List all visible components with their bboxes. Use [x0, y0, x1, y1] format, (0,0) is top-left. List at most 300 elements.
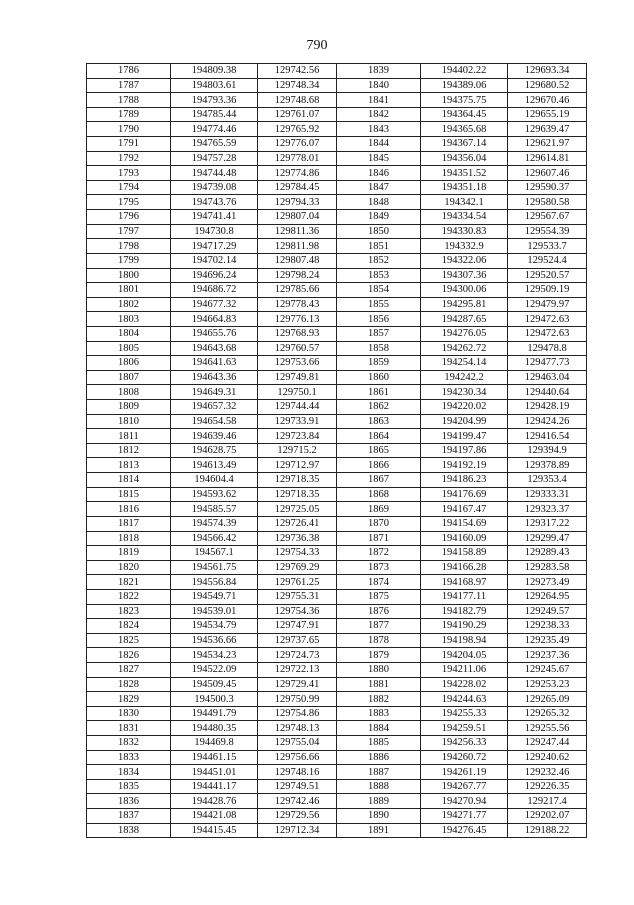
y-coordinate-left: 129807.04	[258, 210, 337, 225]
x-coordinate-right: 194342.1	[421, 195, 508, 210]
table-row	[87, 662, 587, 677]
table-row	[87, 312, 587, 327]
x-coordinate-left: 194556.84	[171, 575, 258, 590]
table-row	[87, 429, 587, 444]
y-coordinate-left: 129753.66	[258, 356, 337, 371]
y-coordinate-right: 129353.4	[508, 473, 587, 488]
x-coordinate-left: 194500.3	[171, 692, 258, 707]
y-coordinate-right: 129607.46	[508, 166, 587, 181]
y-coordinate-right: 129580.58	[508, 195, 587, 210]
point-number-left: 1822	[87, 589, 171, 604]
x-coordinate-left: 194641.63	[171, 356, 258, 371]
y-coordinate-left: 129807.48	[258, 253, 337, 268]
y-coordinate-right: 129188.22	[508, 823, 587, 838]
point-number-right: 1870	[337, 516, 421, 531]
x-coordinate-right: 194211.06	[421, 662, 508, 677]
point-number-left: 1837	[87, 809, 171, 824]
point-number-right: 1889	[337, 794, 421, 809]
x-coordinate-left: 194765.59	[171, 137, 258, 152]
y-coordinate-left: 129798.24	[258, 268, 337, 283]
point-number-left: 1833	[87, 750, 171, 765]
point-number-right: 1853	[337, 268, 421, 283]
table-row	[87, 458, 587, 473]
table-row	[87, 151, 587, 166]
table-row	[87, 809, 587, 824]
x-coordinate-left: 194793.36	[171, 93, 258, 108]
y-coordinate-right: 129226.35	[508, 779, 587, 794]
y-coordinate-left: 129750.99	[258, 692, 337, 707]
point-number-right: 1847	[337, 180, 421, 195]
table-row	[87, 341, 587, 356]
x-coordinate-left: 194469.8	[171, 736, 258, 751]
x-coordinate-left: 194803.61	[171, 78, 258, 93]
coordinates-table-body	[87, 64, 587, 838]
x-coordinate-right: 194262.72	[421, 341, 508, 356]
point-number-left: 1818	[87, 531, 171, 546]
x-coordinate-left: 194649.31	[171, 385, 258, 400]
x-coordinate-right: 194375.75	[421, 93, 508, 108]
y-coordinate-left: 129765.92	[258, 122, 337, 137]
y-coordinate-right: 129255.56	[508, 721, 587, 736]
table-row	[87, 385, 587, 400]
y-coordinate-left: 129712.34	[258, 823, 337, 838]
point-number-right: 1840	[337, 78, 421, 93]
point-number-right: 1878	[337, 633, 421, 648]
x-coordinate-left: 194743.76	[171, 195, 258, 210]
y-coordinate-left: 129776.07	[258, 137, 337, 152]
y-coordinate-right: 129264.95	[508, 589, 587, 604]
x-coordinate-right: 194389.06	[421, 78, 508, 93]
y-coordinate-left: 129744.44	[258, 400, 337, 415]
table-row	[87, 619, 587, 634]
table-row	[87, 400, 587, 415]
y-coordinate-right: 129247.44	[508, 736, 587, 751]
y-coordinate-left: 129774.86	[258, 166, 337, 181]
x-coordinate-right: 194276.45	[421, 823, 508, 838]
point-number-left: 1811	[87, 429, 171, 444]
y-coordinate-left: 129769.29	[258, 560, 337, 575]
x-coordinate-right: 194230.34	[421, 385, 508, 400]
x-coordinate-left: 194415.45	[171, 823, 258, 838]
y-coordinate-left: 129784.45	[258, 180, 337, 195]
point-number-right: 1848	[337, 195, 421, 210]
point-number-right: 1865	[337, 443, 421, 458]
point-number-right: 1839	[337, 64, 421, 79]
point-number-left: 1807	[87, 370, 171, 385]
x-coordinate-right: 194182.79	[421, 604, 508, 619]
y-coordinate-right: 129479.97	[508, 297, 587, 312]
point-number-left: 1808	[87, 385, 171, 400]
x-coordinate-right: 194204.05	[421, 648, 508, 663]
y-coordinate-left: 129776.13	[258, 312, 337, 327]
y-coordinate-left: 129724.73	[258, 648, 337, 663]
point-number-right: 1869	[337, 502, 421, 517]
y-coordinate-left: 129768.93	[258, 326, 337, 341]
table-row	[87, 692, 587, 707]
x-coordinate-right: 194190.29	[421, 619, 508, 634]
table-row	[87, 502, 587, 517]
point-number-left: 1788	[87, 93, 171, 108]
table-row	[87, 195, 587, 210]
y-coordinate-right: 129567.67	[508, 210, 587, 225]
point-number-right: 1880	[337, 662, 421, 677]
y-coordinate-left: 129754.36	[258, 604, 337, 619]
x-coordinate-left: 194686.72	[171, 283, 258, 298]
x-coordinate-left: 194539.01	[171, 604, 258, 619]
y-coordinate-right: 129477.73	[508, 356, 587, 371]
point-number-left: 1806	[87, 356, 171, 371]
x-coordinate-right: 194295.81	[421, 297, 508, 312]
point-number-left: 1827	[87, 662, 171, 677]
y-coordinate-left: 129755.04	[258, 736, 337, 751]
y-coordinate-left: 129754.33	[258, 546, 337, 561]
point-number-left: 1795	[87, 195, 171, 210]
point-number-right: 1841	[337, 93, 421, 108]
point-number-left: 1815	[87, 487, 171, 502]
x-coordinate-left: 194441.17	[171, 779, 258, 794]
x-coordinate-right: 194255.33	[421, 706, 508, 721]
y-coordinate-right: 129424.26	[508, 414, 587, 429]
y-coordinate-left: 129754.86	[258, 706, 337, 721]
x-coordinate-left: 194461.15	[171, 750, 258, 765]
x-coordinate-right: 194364.45	[421, 107, 508, 122]
point-number-left: 1835	[87, 779, 171, 794]
point-number-left: 1810	[87, 414, 171, 429]
x-coordinate-right: 194367.14	[421, 137, 508, 152]
point-number-right: 1868	[337, 487, 421, 502]
point-number-right: 1876	[337, 604, 421, 619]
x-coordinate-left: 194757.28	[171, 151, 258, 166]
page-number: 790	[306, 38, 328, 53]
point-number-left: 1824	[87, 619, 171, 634]
x-coordinate-left: 194522.09	[171, 662, 258, 677]
table-row	[87, 750, 587, 765]
table-row	[87, 180, 587, 195]
y-coordinate-left: 129748.13	[258, 721, 337, 736]
x-coordinate-right: 194351.18	[421, 180, 508, 195]
x-coordinate-left: 194657.32	[171, 400, 258, 415]
x-coordinate-right: 194204.99	[421, 414, 508, 429]
point-number-left: 1792	[87, 151, 171, 166]
y-coordinate-left: 129748.34	[258, 78, 337, 93]
x-coordinate-left: 194574.39	[171, 516, 258, 531]
table-row	[87, 283, 587, 298]
table-row	[87, 137, 587, 152]
point-number-right: 1843	[337, 122, 421, 137]
y-coordinate-right: 129283.58	[508, 560, 587, 575]
point-number-left: 1790	[87, 122, 171, 137]
table-row	[87, 78, 587, 93]
table-row	[87, 794, 587, 809]
x-coordinate-right: 194330.83	[421, 224, 508, 239]
point-number-right: 1887	[337, 765, 421, 780]
y-coordinate-right: 129394.9	[508, 443, 587, 458]
y-coordinate-right: 129554.39	[508, 224, 587, 239]
x-coordinate-left: 194428.76	[171, 794, 258, 809]
x-coordinate-left: 194604.4	[171, 473, 258, 488]
table-row	[87, 779, 587, 794]
point-number-right: 1874	[337, 575, 421, 590]
y-coordinate-left: 129748.16	[258, 765, 337, 780]
table-row	[87, 253, 587, 268]
x-coordinate-right: 194365.68	[421, 122, 508, 137]
table-row	[87, 736, 587, 751]
x-coordinate-left: 194809.38	[171, 64, 258, 79]
point-number-right: 1879	[337, 648, 421, 663]
x-coordinate-left: 194491.79	[171, 706, 258, 721]
y-coordinate-left: 129778.43	[258, 297, 337, 312]
table-row	[87, 604, 587, 619]
x-coordinate-left: 194739.08	[171, 180, 258, 195]
y-coordinate-right: 129323.37	[508, 502, 587, 517]
x-coordinate-right: 194242.2	[421, 370, 508, 385]
x-coordinate-right: 194166.28	[421, 560, 508, 575]
table-row	[87, 589, 587, 604]
point-number-left: 1802	[87, 297, 171, 312]
x-coordinate-right: 194176.69	[421, 487, 508, 502]
point-number-right: 1849	[337, 210, 421, 225]
x-coordinate-right: 194197.86	[421, 443, 508, 458]
x-coordinate-right: 194244.63	[421, 692, 508, 707]
point-number-left: 1791	[87, 137, 171, 152]
table-row	[87, 633, 587, 648]
x-coordinate-right: 194186.23	[421, 473, 508, 488]
point-number-left: 1819	[87, 546, 171, 561]
y-coordinate-left: 129811.98	[258, 239, 337, 254]
y-coordinate-right: 129265.09	[508, 692, 587, 707]
x-coordinate-left: 194664.83	[171, 312, 258, 327]
table-row	[87, 473, 587, 488]
point-number-left: 1820	[87, 560, 171, 575]
table-row	[87, 516, 587, 531]
point-number-left: 1838	[87, 823, 171, 838]
x-coordinate-right: 194177.11	[421, 589, 508, 604]
y-coordinate-right: 129232.46	[508, 765, 587, 780]
y-coordinate-right: 129253.23	[508, 677, 587, 692]
point-number-left: 1793	[87, 166, 171, 181]
point-number-right: 1855	[337, 297, 421, 312]
y-coordinate-left: 129718.35	[258, 473, 337, 488]
x-coordinate-right: 194259.51	[421, 721, 508, 736]
point-number-left: 1799	[87, 253, 171, 268]
x-coordinate-right: 194356.04	[421, 151, 508, 166]
table-row	[87, 765, 587, 780]
y-coordinate-right: 129237.36	[508, 648, 587, 663]
point-number-left: 1786	[87, 64, 171, 79]
x-coordinate-right: 194158.89	[421, 546, 508, 561]
point-number-left: 1823	[87, 604, 171, 619]
table-row	[87, 268, 587, 283]
x-coordinate-left: 194730.8	[171, 224, 258, 239]
table-row	[87, 531, 587, 546]
point-number-left: 1805	[87, 341, 171, 356]
y-coordinate-left: 129747.91	[258, 619, 337, 634]
x-coordinate-left: 194480.35	[171, 721, 258, 736]
table-row	[87, 356, 587, 371]
y-coordinate-right: 129238.33	[508, 619, 587, 634]
y-coordinate-right: 129235.49	[508, 633, 587, 648]
y-coordinate-right: 129463.04	[508, 370, 587, 385]
y-coordinate-right: 129217.4	[508, 794, 587, 809]
y-coordinate-right: 129333.31	[508, 487, 587, 502]
coordinates-table	[86, 63, 587, 838]
point-number-right: 1852	[337, 253, 421, 268]
x-coordinate-left: 194628.75	[171, 443, 258, 458]
y-coordinate-left: 129761.25	[258, 575, 337, 590]
x-coordinate-left: 194585.57	[171, 502, 258, 517]
point-number-left: 1816	[87, 502, 171, 517]
y-coordinate-left: 129715.2	[258, 443, 337, 458]
table-row	[87, 224, 587, 239]
y-coordinate-right: 129509.19	[508, 283, 587, 298]
point-number-right: 1890	[337, 809, 421, 824]
point-number-right: 1864	[337, 429, 421, 444]
y-coordinate-right: 129639.47	[508, 122, 587, 137]
y-coordinate-left: 129729.41	[258, 677, 337, 692]
x-coordinate-right: 194256.33	[421, 736, 508, 751]
y-coordinate-right: 129240.62	[508, 750, 587, 765]
table-row	[87, 546, 587, 561]
point-number-left: 1813	[87, 458, 171, 473]
point-number-right: 1859	[337, 356, 421, 371]
table-row	[87, 414, 587, 429]
y-coordinate-right: 129533.7	[508, 239, 587, 254]
y-coordinate-right: 129670.46	[508, 93, 587, 108]
y-coordinate-right: 129693.34	[508, 64, 587, 79]
point-number-right: 1851	[337, 239, 421, 254]
x-coordinate-right: 194332.9	[421, 239, 508, 254]
x-coordinate-left: 194655.76	[171, 326, 258, 341]
table-row	[87, 297, 587, 312]
y-coordinate-left: 129756.66	[258, 750, 337, 765]
x-coordinate-right: 194300.06	[421, 283, 508, 298]
y-coordinate-right: 129378.89	[508, 458, 587, 473]
x-coordinate-left: 194677.32	[171, 297, 258, 312]
y-coordinate-left: 129725.05	[258, 502, 337, 517]
x-coordinate-left: 194534.23	[171, 648, 258, 663]
y-coordinate-left: 129718.35	[258, 487, 337, 502]
y-coordinate-right: 129520.57	[508, 268, 587, 283]
point-number-right: 1872	[337, 546, 421, 561]
x-coordinate-left: 194509.45	[171, 677, 258, 692]
table-row	[87, 560, 587, 575]
y-coordinate-right: 129299.47	[508, 531, 587, 546]
x-coordinate-right: 194334.54	[421, 210, 508, 225]
table-row	[87, 239, 587, 254]
point-number-right: 1867	[337, 473, 421, 488]
x-coordinate-left: 194593.62	[171, 487, 258, 502]
point-number-right: 1888	[337, 779, 421, 794]
y-coordinate-right: 129289.43	[508, 546, 587, 561]
y-coordinate-left: 129729.56	[258, 809, 337, 824]
point-number-right: 1850	[337, 224, 421, 239]
y-coordinate-right: 129621.97	[508, 137, 587, 152]
x-coordinate-left: 194567.1	[171, 546, 258, 561]
x-coordinate-left: 194744.48	[171, 166, 258, 181]
point-number-right: 1882	[337, 692, 421, 707]
point-number-left: 1831	[87, 721, 171, 736]
point-number-left: 1832	[87, 736, 171, 751]
point-number-left: 1787	[87, 78, 171, 93]
y-coordinate-right: 129472.63	[508, 312, 587, 327]
point-number-left: 1836	[87, 794, 171, 809]
table-row	[87, 166, 587, 181]
x-coordinate-right: 194351.52	[421, 166, 508, 181]
table-row	[87, 107, 587, 122]
point-number-left: 1821	[87, 575, 171, 590]
y-coordinate-left: 129712.97	[258, 458, 337, 473]
y-coordinate-left: 129811.36	[258, 224, 337, 239]
table-row	[87, 677, 587, 692]
y-coordinate-left: 129750.1	[258, 385, 337, 400]
y-coordinate-right: 129614.81	[508, 151, 587, 166]
table-row	[87, 706, 587, 721]
point-number-left: 1794	[87, 180, 171, 195]
point-number-right: 1877	[337, 619, 421, 634]
point-number-left: 1809	[87, 400, 171, 415]
table-row	[87, 443, 587, 458]
y-coordinate-right: 129249.57	[508, 604, 587, 619]
y-coordinate-left: 129723.84	[258, 429, 337, 444]
x-coordinate-left: 194451.01	[171, 765, 258, 780]
x-coordinate-right: 194287.65	[421, 312, 508, 327]
y-coordinate-left: 129755.31	[258, 589, 337, 604]
x-coordinate-left: 194566.42	[171, 531, 258, 546]
y-coordinate-left: 129748.68	[258, 93, 337, 108]
x-coordinate-right: 194228.02	[421, 677, 508, 692]
point-number-left: 1804	[87, 326, 171, 341]
y-coordinate-left: 129749.81	[258, 370, 337, 385]
y-coordinate-right: 129655.19	[508, 107, 587, 122]
x-coordinate-right: 194192.19	[421, 458, 508, 473]
point-number-right: 1845	[337, 151, 421, 166]
point-number-right: 1863	[337, 414, 421, 429]
table-row	[87, 210, 587, 225]
x-coordinate-left: 194534.79	[171, 619, 258, 634]
y-coordinate-left: 129742.46	[258, 794, 337, 809]
point-number-right: 1854	[337, 283, 421, 298]
x-coordinate-right: 194160.09	[421, 531, 508, 546]
point-number-left: 1789	[87, 107, 171, 122]
x-coordinate-right: 194198.94	[421, 633, 508, 648]
table-row	[87, 823, 587, 838]
point-number-left: 1825	[87, 633, 171, 648]
x-coordinate-right: 194322.06	[421, 253, 508, 268]
y-coordinate-right: 129265.32	[508, 706, 587, 721]
point-number-right: 1842	[337, 107, 421, 122]
y-coordinate-left: 129760.57	[258, 341, 337, 356]
point-number-right: 1891	[337, 823, 421, 838]
point-number-left: 1796	[87, 210, 171, 225]
point-number-right: 1886	[337, 750, 421, 765]
point-number-right: 1844	[337, 137, 421, 152]
point-number-left: 1801	[87, 283, 171, 298]
table-row	[87, 122, 587, 137]
x-coordinate-left: 194561.75	[171, 560, 258, 575]
table-row	[87, 370, 587, 385]
point-number-left: 1826	[87, 648, 171, 663]
y-coordinate-right: 129478.8	[508, 341, 587, 356]
point-number-left: 1803	[87, 312, 171, 327]
point-number-right: 1866	[337, 458, 421, 473]
y-coordinate-left: 129761.07	[258, 107, 337, 122]
x-coordinate-right: 194261.19	[421, 765, 508, 780]
point-number-right: 1861	[337, 385, 421, 400]
x-coordinate-left: 194696.24	[171, 268, 258, 283]
y-coordinate-left: 129737.65	[258, 633, 337, 648]
y-coordinate-right: 129273.49	[508, 575, 587, 590]
y-coordinate-left: 129733.91	[258, 414, 337, 429]
